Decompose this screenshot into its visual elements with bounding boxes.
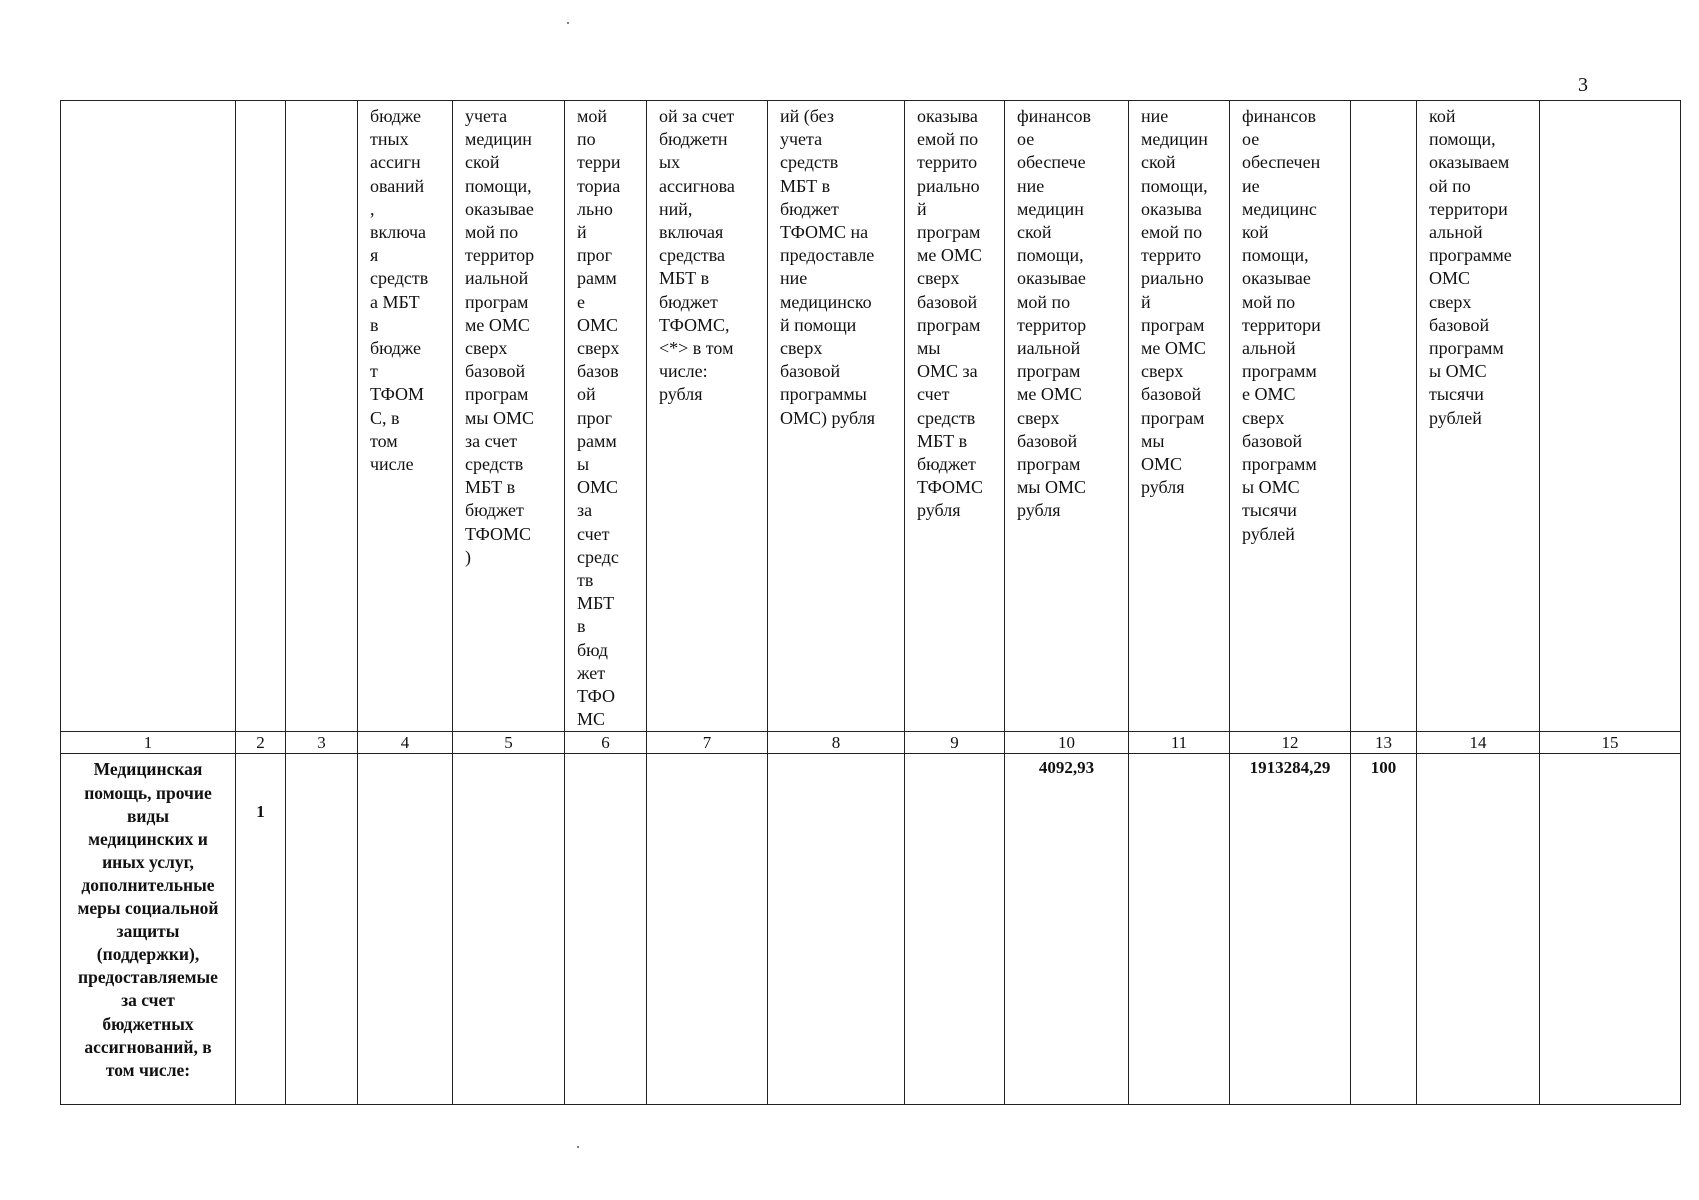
header-cell-5: учета медицин ской помощи, оказывае мой по территор иальной програм ме ОМС сверх базовой програм мы ОМС за счет средств МБТ в бюджет ТФОМС ) xyxy=(453,101,565,732)
row-name-cell: Медицинская помощь, прочие виды медицинских и иных услуг, дополнительные меры социальной защиты (поддержки), предоставляемые за счет бюджетных ассигнований, в том числе: xyxy=(61,754,236,1105)
header-cell-6: мой по терри ториа льно й прог рамм е ОМС сверх базов ой прог рамм ы ОМС за счет средс тв МБТ в бюд жет ТФО МС xyxy=(565,101,647,732)
page-number: 3 xyxy=(1578,74,1588,96)
column-number: 9 xyxy=(905,732,1005,754)
financing-table xyxy=(60,100,1681,1105)
column-number: 3 xyxy=(286,732,358,754)
empty-cell xyxy=(1540,754,1681,1105)
header-cell-1 xyxy=(61,101,236,732)
column-number: 10 xyxy=(1005,732,1129,754)
row-number-cell: 1 xyxy=(236,754,286,1105)
column-number: 2 xyxy=(236,732,286,754)
empty-cell xyxy=(905,754,1005,1105)
value-cell-10: 4092,93 xyxy=(1005,754,1129,1105)
value-cell-12: 1913284,29 xyxy=(1230,754,1351,1105)
scan-speck xyxy=(577,1146,579,1148)
column-number: 1 xyxy=(61,732,236,754)
header-row xyxy=(61,101,1681,732)
scan-speck xyxy=(567,22,569,24)
header-cell-15 xyxy=(1540,101,1681,732)
empty-cell xyxy=(358,754,453,1105)
column-number: 4 xyxy=(358,732,453,754)
column-numbers-row xyxy=(61,732,1681,754)
header-cell-4: бюдже тных ассигн ований , включа я средств а МБТ в бюдже т ТФОМ С, в том числе xyxy=(358,101,453,732)
header-cell-12: финансов ое обеспечен ие медицинс кой помощи, оказывае мой по территори альной программ е ОМС сверх базовой программ ы ОМС тысячи рублей xyxy=(1230,101,1351,732)
column-number: 15 xyxy=(1540,732,1681,754)
empty-cell xyxy=(1417,754,1540,1105)
table-row xyxy=(61,754,1681,1105)
column-number: 13 xyxy=(1351,732,1417,754)
column-number: 12 xyxy=(1230,732,1351,754)
empty-cell xyxy=(647,754,768,1105)
empty-cell xyxy=(768,754,905,1105)
header-cell-2 xyxy=(236,101,286,732)
column-number: 6 xyxy=(565,732,647,754)
column-number: 11 xyxy=(1129,732,1230,754)
empty-cell xyxy=(286,754,358,1105)
header-cell-11: ние медицин ской помощи, оказыва емой по террито риально й програм ме ОМС сверх базовой програм мы ОМС рубля xyxy=(1129,101,1230,732)
column-number: 14 xyxy=(1417,732,1540,754)
column-number: 7 xyxy=(647,732,768,754)
header-cell-14: кой помощи, оказываем ой по территори альной программе ОМС сверх базовой программ ы ОМС тысячи рублей xyxy=(1417,101,1540,732)
value-cell-13: 100 xyxy=(1351,754,1417,1105)
column-number: 5 xyxy=(453,732,565,754)
empty-cell xyxy=(565,754,647,1105)
header-cell-7: ой за счет бюджетн ых ассигнова ний, включая средства МБТ в бюджет ТФОМС, <*> в том числе: рубля xyxy=(647,101,768,732)
header-cell-13 xyxy=(1351,101,1417,732)
header-cell-10: финансов ое обеспече ние медицин ской помощи, оказывае мой по территор иальной програм ме ОМС сверх базовой програм мы ОМС рубля xyxy=(1005,101,1129,732)
empty-cell xyxy=(453,754,565,1105)
empty-cell xyxy=(1129,754,1230,1105)
header-cell-3 xyxy=(286,101,358,732)
header-cell-8: ий (без учета средств МБТ в бюджет ТФОМС на предоставле ние медицинско й помощи сверх базовой программы ОМС) рубля xyxy=(768,101,905,732)
column-number: 8 xyxy=(768,732,905,754)
header-cell-9: оказыва емой по террито риально й програм ме ОМС сверх базовой програм мы ОМС за счет средств МБТ в бюджет ТФОМС рубля xyxy=(905,101,1005,732)
